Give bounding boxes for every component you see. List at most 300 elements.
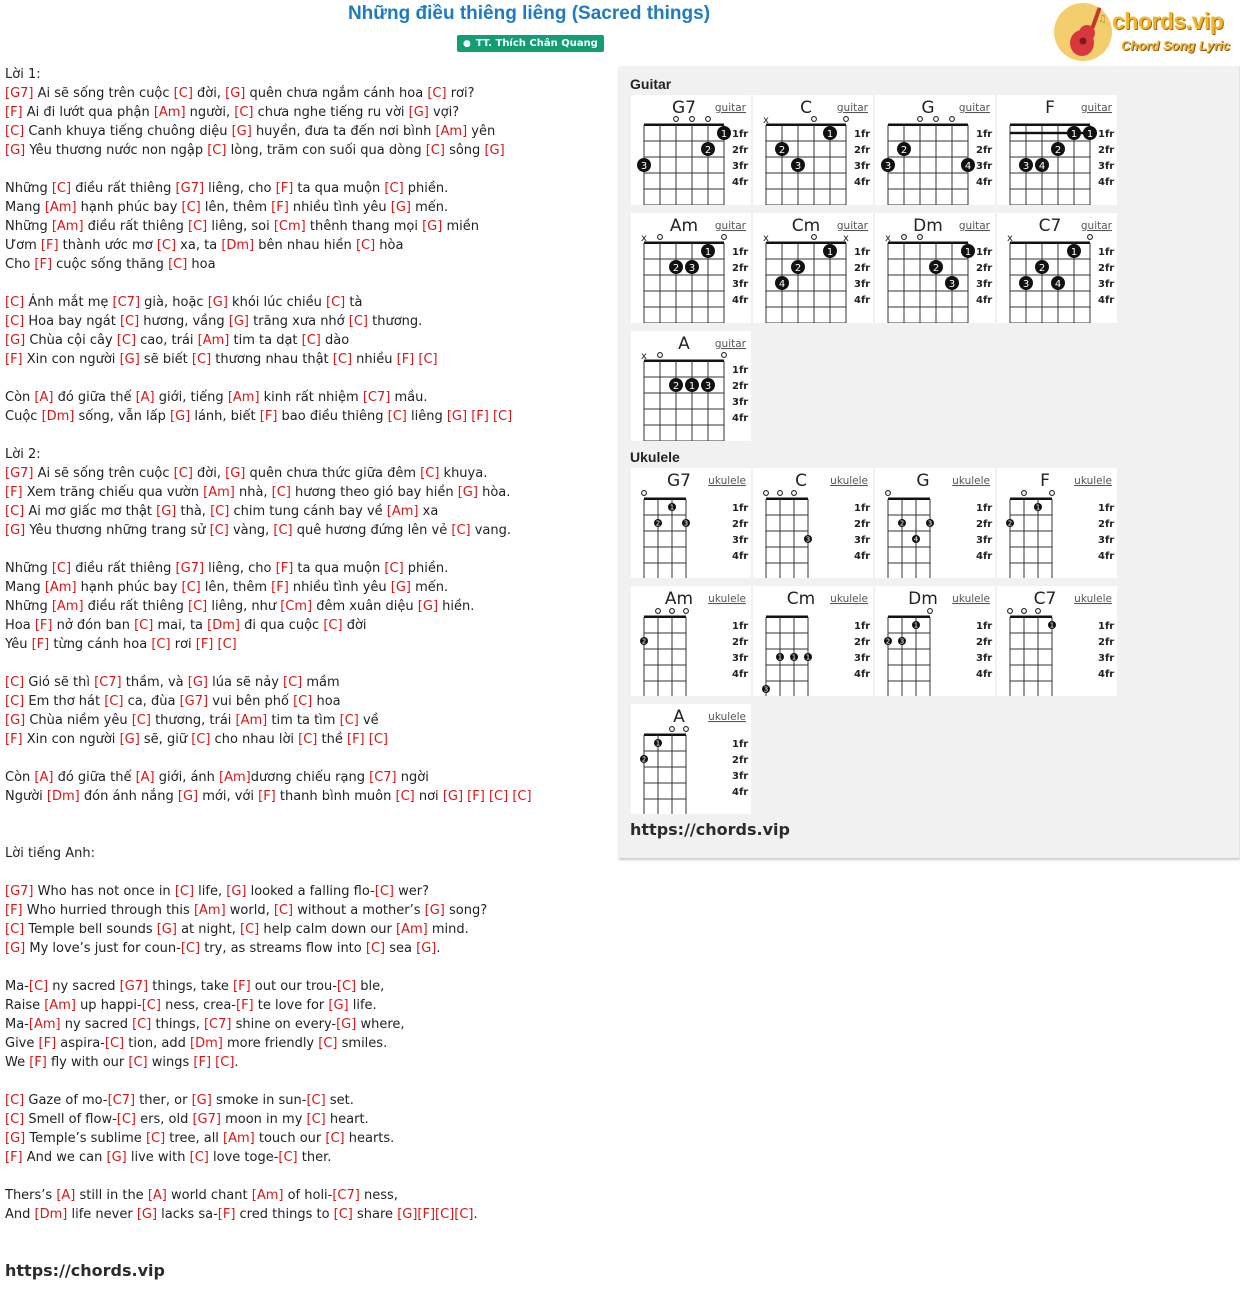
chord-tag[interactable]: [C] — [156, 238, 177, 253]
chord-tag[interactable]: [F] — [258, 789, 276, 804]
lyric-text: touch our — [254, 1131, 326, 1146]
lyric-text: dào — [320, 333, 350, 348]
lyric-text: thênh thang mọi — [305, 219, 423, 234]
chord-tag[interactable]: [C] — [273, 523, 293, 538]
chord-tag[interactable]: [C] — [5, 694, 25, 709]
chord-tag[interactable]: [F] — [31, 637, 50, 652]
chord-tag[interactable]: [F] — [40, 238, 59, 253]
chord-tag[interactable]: [Cm] — [280, 599, 313, 614]
svg-text:2: 2 — [1007, 519, 1013, 528]
lyric-text: And — [5, 1207, 35, 1222]
chord-tag[interactable]: [C7] — [112, 295, 141, 310]
lyric-text: wings — [147, 1055, 194, 1070]
ukulele-chord-card-c7[interactable] — [997, 586, 1117, 696]
chord-tag[interactable]: [F] — [5, 352, 23, 367]
chord-tag[interactable]: [G] — [424, 903, 445, 918]
chord-tag[interactable]: [Am] — [197, 333, 230, 348]
chord-tag[interactable]: [G] — [177, 789, 199, 804]
svg-text:4fr: 4fr — [854, 177, 871, 188]
chord-tag[interactable]: [C] — [174, 884, 195, 899]
lyric-text: Xin con người — [22, 732, 120, 747]
ukulele-chord-card-c[interactable] — [753, 468, 873, 578]
chord-tag[interactable]: [C] — [210, 504, 230, 519]
chord-tag[interactable]: [C] — [191, 352, 212, 367]
chord-tag[interactable]: [C] — [5, 1112, 25, 1127]
chord-tag[interactable]: [C] — [418, 352, 438, 367]
lyric-text: life never — [67, 1207, 137, 1222]
chord-tag[interactable]: [G7] — [192, 1112, 221, 1127]
lyric-text: Còn — [5, 390, 35, 405]
ukulele-chord-card-g7[interactable] — [631, 468, 751, 578]
chord-tag[interactable]: [C7] — [369, 770, 397, 785]
chord-tag[interactable]: [G7] — [179, 694, 209, 709]
chord-tag[interactable]: [C] — [5, 295, 25, 310]
chord-tag[interactable]: [C] — [339, 713, 359, 728]
chord-tag[interactable]: [F] — [271, 580, 289, 595]
chord-tag[interactable]: [F] — [5, 105, 23, 120]
chord-tag[interactable]: [C] — [209, 523, 229, 538]
finger-dot — [762, 685, 770, 694]
chord-tag[interactable]: [Dm] — [190, 1036, 223, 1051]
svg-text:4fr: 4fr — [854, 295, 871, 306]
chord-tag[interactable]: [C] — [273, 903, 294, 918]
chord-tag[interactable]: [G] — [170, 409, 191, 424]
chord-tag[interactable]: [G] — [417, 599, 439, 614]
chord-tag[interactable]: [F] — [34, 257, 53, 272]
instrument-link: guitar — [714, 220, 746, 232]
chord-tag[interactable]: [F] — [233, 979, 251, 994]
finger-dot — [791, 158, 805, 172]
chord-tag[interactable]: [Am] — [235, 713, 268, 728]
chord-tag[interactable]: [A] — [34, 390, 54, 405]
chord-tag[interactable]: [C] — [283, 675, 303, 690]
chord-tag[interactable]: [G] — [484, 143, 505, 158]
chord-tag[interactable]: [G7] — [5, 86, 34, 101]
finger-dot — [791, 260, 805, 274]
chord-tag[interactable]: [G] — [397, 1207, 418, 1222]
lyric-line — [5, 1053, 605, 1072]
chord-tag[interactable]: [C] — [128, 1055, 148, 1070]
chord-tag[interactable]: [C] — [318, 1036, 338, 1051]
chord-tag[interactable]: [G] — [191, 1093, 212, 1108]
chord-tag[interactable]: [Dm] — [207, 618, 240, 633]
chord-tag[interactable]: [C] — [332, 352, 353, 367]
svg-text:2fr: 2fr — [1098, 519, 1115, 530]
instrument-link: ukulele — [952, 475, 990, 487]
lyric-text: cho nhau lời — [210, 732, 299, 747]
chord-tag[interactable]: [Dm] — [221, 238, 255, 253]
chord-tag[interactable]: [Am] — [251, 1188, 284, 1203]
chord-tag[interactable]: [F] — [275, 181, 294, 196]
chord-tag[interactable]: [G] — [5, 333, 26, 348]
chord-tag[interactable]: [C] — [298, 732, 318, 747]
chord-tag[interactable]: [Am] — [396, 922, 428, 937]
chord-name: F — [1045, 98, 1055, 118]
chord-tag[interactable]: [G] — [328, 998, 349, 1013]
chord-tag[interactable]: [C] — [181, 580, 201, 595]
chord-tag[interactable]: [A] — [135, 770, 155, 785]
chord-tag[interactable]: [F] — [347, 732, 365, 747]
lyric-text: Who hurried through this — [22, 903, 194, 918]
chord-tag[interactable]: [C] — [306, 1093, 326, 1108]
chord-tag[interactable]: [C] — [348, 314, 368, 329]
chord-tag[interactable]: [Am] — [435, 124, 468, 139]
chord-name: G7 — [667, 471, 691, 491]
chord-tag[interactable]: [C] — [427, 86, 447, 101]
lyric-line — [5, 84, 605, 103]
chord-tag[interactable]: [G] — [5, 713, 26, 728]
chord-tag[interactable]: [C] — [293, 694, 313, 709]
chord-tag[interactable]: [F] — [236, 998, 254, 1013]
lyric-line — [5, 236, 605, 255]
chord-tag[interactable]: [G] — [5, 941, 26, 956]
chord-tag[interactable]: [F] — [38, 1036, 57, 1051]
lyric-text: tree, all — [165, 1131, 224, 1146]
chord-tag[interactable]: [C] — [5, 314, 25, 329]
lyric-text: Xem trăng chiếu qua vườn — [22, 485, 204, 500]
chord-tag[interactable]: [G] — [5, 523, 26, 538]
chord-tag[interactable]: [Am] — [51, 219, 84, 234]
lyric-text: ta qua muộn — [293, 181, 385, 196]
finger-dot — [897, 142, 911, 156]
chord-tag[interactable]: [C] — [301, 333, 321, 348]
chord-tag[interactable]: [Dm] — [46, 789, 80, 804]
chord-tag[interactable]: [C] — [368, 732, 388, 747]
chord-tag[interactable]: [G7] — [175, 561, 205, 576]
svg-text:3: 3 — [927, 519, 933, 528]
chord-tag[interactable]: [F] — [195, 637, 214, 652]
chord-tag[interactable]: [C] — [119, 314, 140, 329]
chord-tag[interactable]: [G] — [156, 504, 177, 519]
chord-tag[interactable]: [C] — [336, 979, 357, 994]
lyric-text: Em thơ hát — [24, 694, 105, 709]
chord-tag[interactable]: [G7] — [175, 181, 205, 196]
chord-tag[interactable]: [Am] — [203, 485, 235, 500]
chord-tag[interactable]: [C] — [180, 941, 201, 956]
chord-tag[interactable]: [G7] — [119, 979, 149, 994]
lyric-text: hòa. — [477, 485, 511, 500]
lyric-text: hoa — [312, 694, 341, 709]
svg-text:x: x — [641, 351, 647, 362]
chord-tag[interactable]: [F] — [275, 561, 294, 576]
chord-tag[interactable]: [A] — [56, 1188, 76, 1203]
chord-tag[interactable]: [C] — [384, 561, 404, 576]
chord-tag[interactable]: [C] — [395, 789, 415, 804]
lyric-text: Temple’s sublime — [25, 1131, 146, 1146]
chord-tag[interactable]: [C] — [104, 694, 124, 709]
chord-tag[interactable]: [Am] — [28, 1017, 61, 1032]
chord-tag[interactable]: [Am] — [44, 998, 76, 1013]
ukulele-chord-card-am[interactable] — [631, 586, 751, 696]
chord-tag[interactable]: [F] — [5, 732, 23, 747]
chord-tag[interactable]: [C] — [173, 86, 193, 101]
chord-tag[interactable]: [G] — [106, 1150, 127, 1165]
svg-text:3fr: 3fr — [1098, 535, 1115, 546]
chord-tag[interactable]: [Dm] — [41, 409, 75, 424]
lyric-line — [5, 1034, 605, 1053]
author-badge[interactable] — [457, 35, 604, 52]
chord-tag[interactable]: [C] — [454, 1207, 474, 1222]
chord-tag[interactable]: [A] — [135, 390, 155, 405]
finger-dot — [1035, 260, 1049, 274]
chord-tag[interactable]: [F] — [417, 1207, 436, 1222]
chord-tag[interactable]: [C] — [28, 979, 49, 994]
chord-tag[interactable]: [C] — [451, 523, 471, 538]
lyric-text: xa, ta — [176, 238, 222, 253]
chord-tag[interactable]: [Am] — [153, 105, 186, 120]
chord-tag[interactable]: [C] — [435, 1207, 455, 1222]
instrument-link: ukulele — [952, 593, 990, 605]
chord-tag[interactable]: [C] — [5, 1093, 25, 1108]
chord-tag[interactable]: [F] — [5, 485, 23, 500]
guitar-chord-card-f[interactable] — [997, 95, 1117, 205]
chord-tag[interactable]: [Dm] — [34, 1207, 68, 1222]
lyric-line — [5, 65, 605, 84]
lyric-text: phiền. — [403, 181, 449, 196]
chord-tag[interactable]: [C] — [145, 1131, 166, 1146]
ukulele-chord-card-g[interactable] — [875, 468, 995, 578]
chord-tag[interactable]: [C] — [51, 561, 72, 576]
guitar-chord-card-dm[interactable] — [875, 213, 995, 323]
ukulele-chord-card-f[interactable] — [997, 468, 1117, 578]
chord-tag[interactable]: [C] — [420, 466, 440, 481]
lyric-text: mind. — [427, 922, 469, 937]
ukulele-chord-card-cm[interactable] — [753, 586, 873, 696]
svg-text:2: 2 — [641, 637, 647, 646]
chord-tag[interactable]: [Am] — [386, 504, 419, 519]
svg-text:3fr: 3fr — [732, 397, 749, 408]
chord-tag[interactable]: [C] — [131, 713, 151, 728]
chord-tag[interactable]: [G7] — [5, 466, 34, 481]
svg-text:3fr: 3fr — [732, 279, 749, 290]
chord-tag[interactable]: [C] — [425, 143, 445, 158]
chord-tag[interactable]: [G] — [422, 219, 443, 234]
chord-tag[interactable]: [C] — [168, 257, 188, 272]
chord-name: C — [795, 471, 807, 491]
instrument-link: guitar — [836, 220, 868, 232]
lyric-text: tim ta tìm — [267, 713, 340, 728]
guitar-chord-card-cm[interactable] — [753, 213, 873, 323]
chord-tag[interactable]: [C] — [333, 1207, 353, 1222]
guitar-chord-card-g7[interactable] — [631, 95, 751, 205]
lyric-text: Ánh mắt mẹ — [24, 295, 113, 310]
chord-tag[interactable]: [C] — [271, 485, 291, 500]
chord-tag[interactable]: [F] — [396, 352, 415, 367]
svg-text:2fr: 2fr — [976, 145, 993, 156]
svg-text:4fr: 4fr — [976, 177, 993, 188]
guitar-chord-card-a[interactable] — [631, 331, 751, 441]
chord-tag[interactable]: [C] — [5, 675, 25, 690]
chord-tag[interactable]: [G] — [226, 884, 247, 899]
chord-tag[interactable]: [G] — [390, 200, 411, 215]
chord-tag[interactable]: [G] — [119, 352, 140, 367]
chord-tag[interactable]: [G] — [5, 1131, 26, 1146]
svg-text:x: x — [843, 233, 849, 244]
chord-tag[interactable]: [C] — [189, 1150, 209, 1165]
chord-tag[interactable]: [Am] — [44, 200, 77, 215]
chord-tag[interactable]: [G7] — [5, 884, 34, 899]
chord-tag[interactable]: [C] — [104, 1036, 125, 1051]
chord-tag[interactable]: [C] — [141, 998, 161, 1013]
finger-dot — [701, 244, 715, 258]
chord-tag[interactable]: [C] — [132, 1017, 152, 1032]
lyric-text: mến. — [410, 200, 449, 215]
chord-tag[interactable]: [C] — [173, 466, 193, 481]
chord-tag[interactable]: [C] — [188, 599, 208, 614]
chord-tag[interactable]: [C] — [326, 295, 346, 310]
ukulele-chord-card-dm[interactable] — [875, 586, 995, 696]
chord-tag[interactable]: [F] — [217, 1207, 236, 1222]
chord-tag[interactable]: [Am] — [51, 599, 84, 614]
chord-tag[interactable]: [C] — [191, 732, 211, 747]
lyric-text: đêm xuân diệu — [312, 599, 418, 614]
chord-tag[interactable]: [F] — [5, 903, 23, 918]
chord-tag[interactable]: [F] — [34, 618, 53, 633]
chord-tag[interactable]: [C] — [365, 941, 386, 956]
guitar-chord-card-c7[interactable] — [997, 213, 1117, 323]
chord-tag[interactable]: [C7] — [332, 1188, 360, 1203]
chord-tag[interactable]: [C] — [323, 618, 343, 633]
chord-name: G — [921, 98, 935, 118]
ukulele-chord-card-a[interactable] — [631, 704, 751, 814]
svg-text:2fr: 2fr — [732, 145, 749, 156]
chord-name: Am — [664, 589, 694, 609]
chord-tag[interactable]: [C] — [116, 333, 137, 348]
chord-tag[interactable]: [F] — [29, 1055, 47, 1070]
chord-tag[interactable]: [C] — [5, 504, 25, 519]
chord-tag[interactable]: [C] — [240, 922, 260, 937]
chord-tag[interactable]: [C7] — [362, 390, 391, 405]
chord-tag[interactable]: [C] — [278, 1150, 298, 1165]
chord-tag[interactable]: [C7] — [107, 1093, 136, 1108]
chord-tag[interactable]: [C] — [134, 618, 154, 633]
guitar-chord-card-g[interactable] — [875, 95, 995, 205]
chord-tag[interactable]: [C] — [116, 1112, 136, 1127]
finger-dot — [717, 126, 731, 140]
svg-text:1: 1 — [791, 653, 797, 662]
chord-tag[interactable]: [C] — [5, 124, 25, 139]
svg-text:2fr: 2fr — [976, 263, 993, 274]
chord-tag[interactable]: [G] — [416, 941, 437, 956]
chord-tag[interactable]: [G] — [187, 675, 208, 690]
lyric-text: ther. — [297, 1150, 332, 1165]
lyric-text: Ươm — [5, 238, 41, 253]
chord-tag[interactable]: [C] — [215, 1055, 235, 1070]
lyric-text: looked a falling flo- — [246, 884, 375, 899]
chord-tag[interactable]: [C] — [217, 637, 237, 652]
chord-tag[interactable]: [C] — [374, 884, 394, 899]
chord-tag[interactable]: [G] — [228, 314, 249, 329]
chord-tag[interactable]: [C] — [234, 105, 254, 120]
chord-tag[interactable]: [C] — [188, 219, 208, 234]
chord-tag[interactable]: [G] — [136, 1207, 158, 1222]
chord-tag[interactable]: [G] — [446, 409, 468, 424]
chord-tag[interactable]: [G] — [5, 143, 26, 158]
chord-tag[interactable]: [Am] — [227, 390, 260, 405]
person-icon: ● — [463, 39, 471, 49]
chord-tag[interactable]: [G] — [207, 295, 228, 310]
svg-text:1fr: 1fr — [732, 365, 749, 376]
chord-tag[interactable]: [F] — [193, 1055, 212, 1070]
chord-tag[interactable]: [C] — [512, 789, 532, 804]
chord-tag[interactable]: [F] — [271, 200, 289, 215]
chord-tag[interactable]: [C] — [492, 409, 513, 424]
chord-tag[interactable]: [G] — [156, 922, 177, 937]
finger-dot — [775, 276, 789, 290]
chord-name: G — [916, 471, 930, 491]
finger-dot — [637, 158, 651, 172]
chord-tag[interactable]: [G] — [390, 580, 411, 595]
chord-tag[interactable]: [G] — [119, 732, 140, 747]
svg-text:3fr: 3fr — [732, 161, 749, 172]
chord-tag[interactable]: [G] — [442, 789, 464, 804]
chord-tag[interactable]: [F] — [471, 409, 489, 424]
svg-text:3: 3 — [794, 160, 802, 172]
chord-tag[interactable]: [G] — [457, 485, 478, 500]
chord-tag[interactable]: [F] — [259, 409, 278, 424]
chord-tag[interactable]: [C] — [387, 409, 407, 424]
chord-tag[interactable]: [C7] — [203, 1017, 232, 1032]
chord-tag[interactable]: [C] — [306, 1112, 326, 1127]
chord-tag[interactable]: [C] — [325, 1131, 345, 1146]
svg-text:x: x — [763, 233, 769, 244]
svg-text:4fr: 4fr — [732, 413, 749, 424]
chord-tag[interactable]: [C] — [488, 789, 509, 804]
lyric-line — [5, 407, 605, 426]
lyric-text: nơi — [414, 789, 443, 804]
chord-tag[interactable]: [C] — [181, 200, 201, 215]
chord-tag[interactable]: [G] — [336, 1017, 357, 1032]
chord-tag[interactable]: [F] — [5, 1150, 23, 1165]
lyric-text: tim ta dạt — [229, 333, 302, 348]
chord-tag[interactable]: [Am] — [219, 770, 251, 785]
chord-tag[interactable]: [A] — [34, 770, 54, 785]
chord-tag[interactable]: [G] — [225, 86, 246, 101]
chord-tag[interactable]: [C] — [384, 181, 404, 196]
instrument-link: guitar — [714, 338, 746, 350]
chord-tag[interactable]: [G] — [231, 124, 252, 139]
chord-tag[interactable]: [F] — [467, 789, 485, 804]
chord-tag[interactable]: [G] — [225, 466, 246, 481]
chord-tag[interactable]: [C] — [207, 143, 227, 158]
svg-text:1: 1 — [655, 739, 661, 748]
lyric-line — [5, 920, 605, 939]
chord-tag[interactable]: [A] — [147, 1188, 167, 1203]
chord-tag[interactable]: [G] — [408, 105, 429, 120]
guitar-chord-card-c[interactable] — [753, 95, 873, 205]
lyric-text: hiền. — [438, 599, 475, 614]
chord-tag[interactable]: [Cm] — [273, 219, 306, 234]
chord-tag[interactable]: [C] — [51, 181, 72, 196]
lyric-text: lánh, biết — [190, 409, 260, 424]
lyric-text: khuya. — [439, 466, 488, 481]
chord-tag[interactable]: [C] — [5, 922, 25, 937]
chord-tag[interactable]: [Am] — [44, 580, 77, 595]
chord-tag[interactable]: [Am] — [193, 903, 226, 918]
chord-tag[interactable]: [C] — [151, 637, 171, 652]
svg-text:2fr: 2fr — [854, 637, 871, 648]
instrument-link: guitar — [836, 102, 868, 114]
svg-text:4: 4 — [964, 160, 972, 172]
chord-tag[interactable]: [Am] — [223, 1131, 255, 1146]
chord-tag[interactable]: [C7] — [94, 675, 122, 690]
lyric-line — [5, 977, 605, 996]
panel-url[interactable]: https://chords.vip — [630, 820, 790, 839]
footer-url[interactable]: https://chords.vip — [5, 1261, 165, 1280]
site-logo[interactable] — [1054, 3, 1234, 63]
chord-tag[interactable]: [C] — [355, 238, 376, 253]
guitar-chord-card-am[interactable] — [631, 213, 751, 323]
